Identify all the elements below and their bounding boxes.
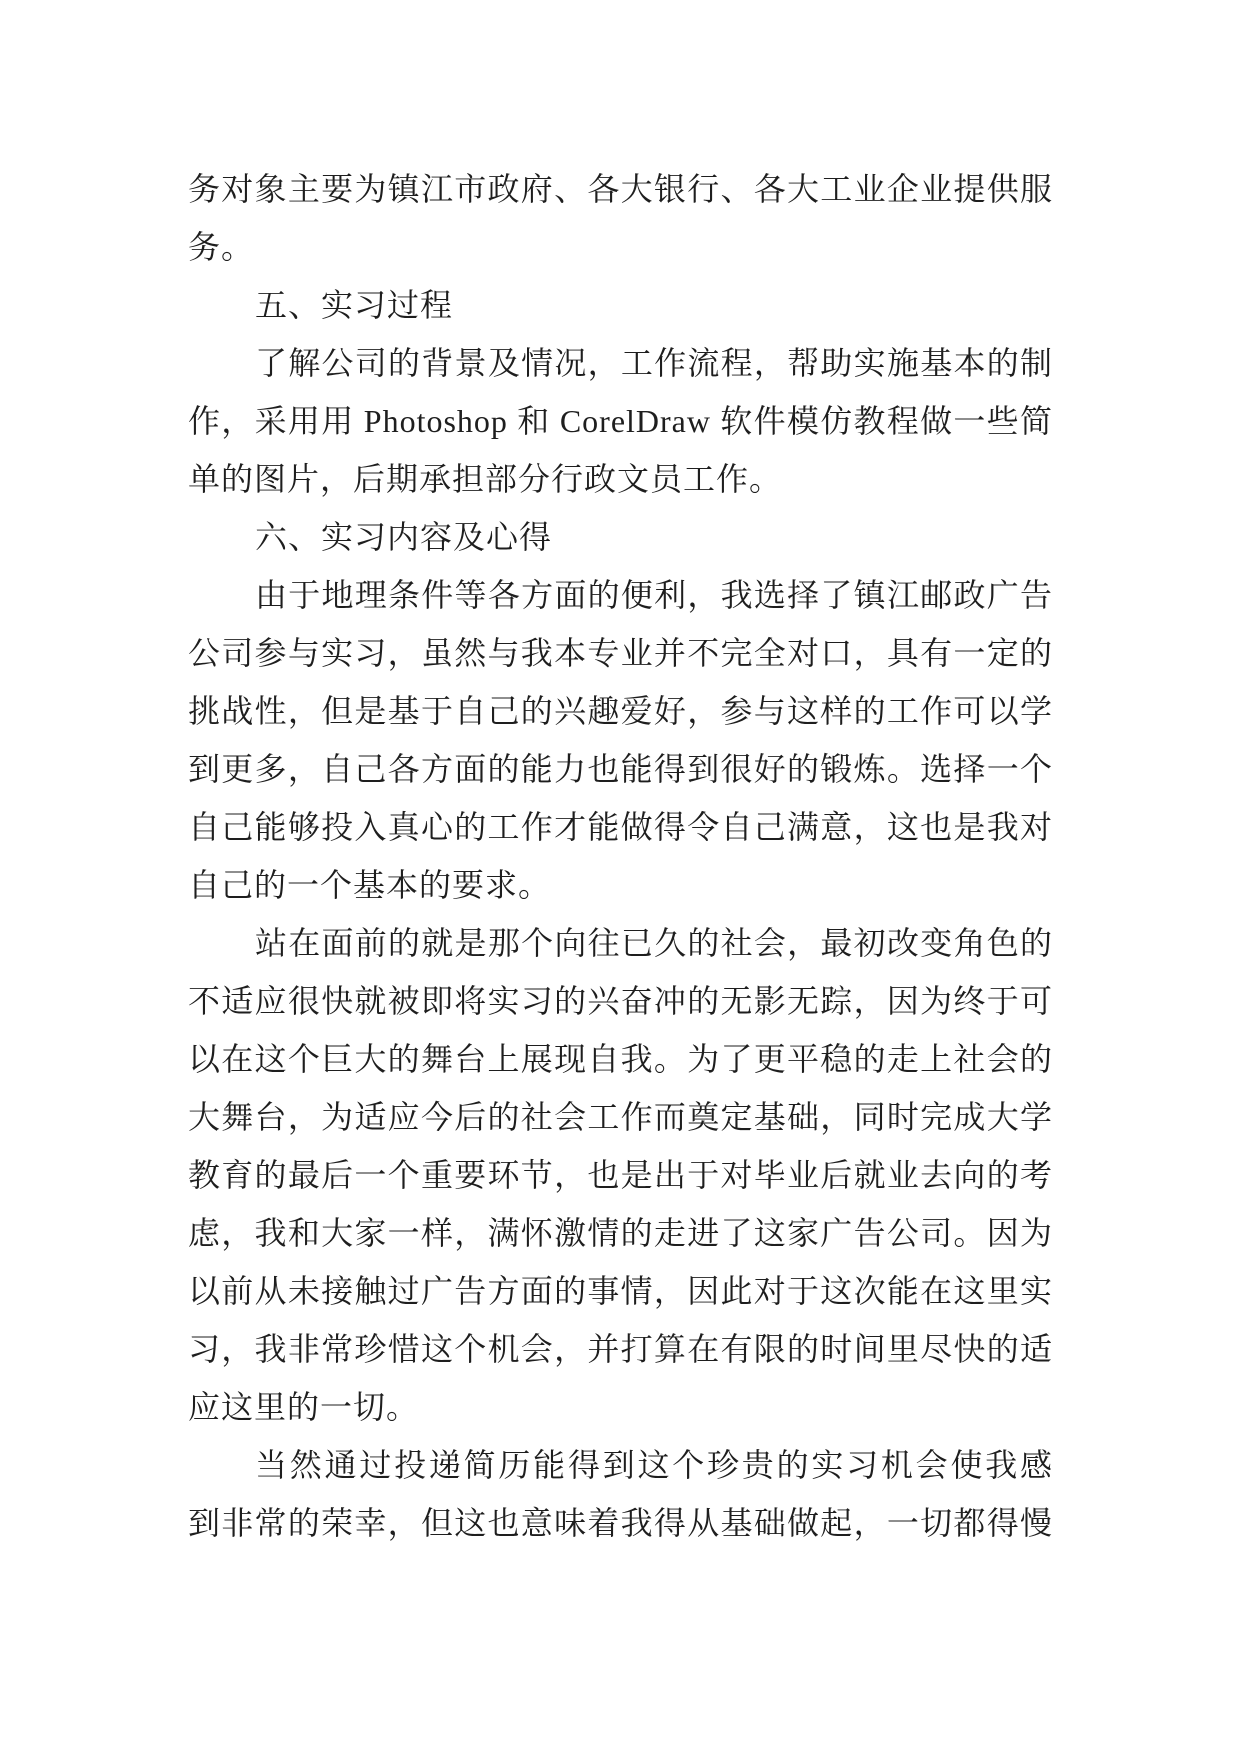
paragraph-line: 务。 (188, 229, 255, 265)
paragraph-continuation (188, 160, 1053, 276)
paragraph-line: 自己的一个基本的要求。 (188, 867, 552, 903)
paragraph-line: 自己能够投入真心的工作才能做得令自己满意，这也是我对 (188, 809, 1053, 845)
paragraph-line: 教育的最后一个重要环节，也是出于对毕业后就业去向的考 (188, 1157, 1053, 1193)
section-heading-content-and-reflections: 六、实习内容及心得 (255, 519, 553, 555)
paragraph-line: 到更多，自己各方面的能力也能得到很好的锻炼。选择一个 (188, 751, 1053, 787)
paragraph-line: 以在这个巨大的舞台上展现自我。为了更平稳的走上社会的 (188, 1041, 1053, 1077)
paragraph-line: 了解公司的背景及情况，工作流程，帮助实施基本的制 (255, 345, 1053, 381)
paragraph-line: 当然通过投递简历能得到这个珍贵的实习机会使我感 (255, 1447, 1053, 1483)
paragraph-line: 单的图片，后期承担部分行政文员工作。 (188, 461, 783, 497)
paragraph-line: 习，我非常珍惜这个机会，并打算在有限的时间里尽快的适 (188, 1331, 1053, 1367)
paragraph-line: 不适应很快就被即将实习的兴奋冲的无影无踪，因为终于可 (188, 983, 1053, 1019)
paragraph-line: 作，采用用 Photoshop 和 CorelDraw 软件模仿教程做一些简 (188, 403, 1053, 439)
section-heading-internship-process: 五、实习过程 (255, 287, 454, 323)
paragraph-line: 挑战性，但是基于自己的兴趣爱好，参与这样的工作可以学 (188, 693, 1053, 729)
paragraph-choice-reason (188, 566, 1053, 914)
paragraph-line: 以前从未接触过广告方面的事情，因此对于这次能在这里实 (188, 1273, 1053, 1309)
paragraph-line: 虑，我和大家一样，满怀激情的走进了这家广告公司。因为 (188, 1215, 1053, 1251)
paragraph-line: 大舞台，为适应今后的社会工作而奠定基础，同时完成大学 (188, 1099, 1053, 1135)
paragraph-opportunity (188, 1436, 1053, 1552)
document-body (188, 160, 1053, 1552)
paragraph-line: 由于地理条件等各方面的便利，我选择了镇江邮政广告 (255, 577, 1053, 613)
paragraph-entering-society (188, 914, 1053, 1436)
paragraph-line: 站在面前的就是那个向往已久的社会，最初改变角色的 (255, 925, 1053, 961)
paragraph-line: 到非常的荣幸，但这也意味着我得从基础做起，一切都得慢 (188, 1505, 1053, 1541)
paragraph-line: 应这里的一切。 (188, 1389, 420, 1425)
paragraph-internship-process (188, 334, 1053, 508)
paragraph-line: 务对象主要为镇江市政府、各大银行、各大工业企业提供服 (188, 171, 1053, 207)
paragraph-line: 公司参与实习，虽然与我本专业并不完全对口，具有一定的 (188, 635, 1053, 671)
